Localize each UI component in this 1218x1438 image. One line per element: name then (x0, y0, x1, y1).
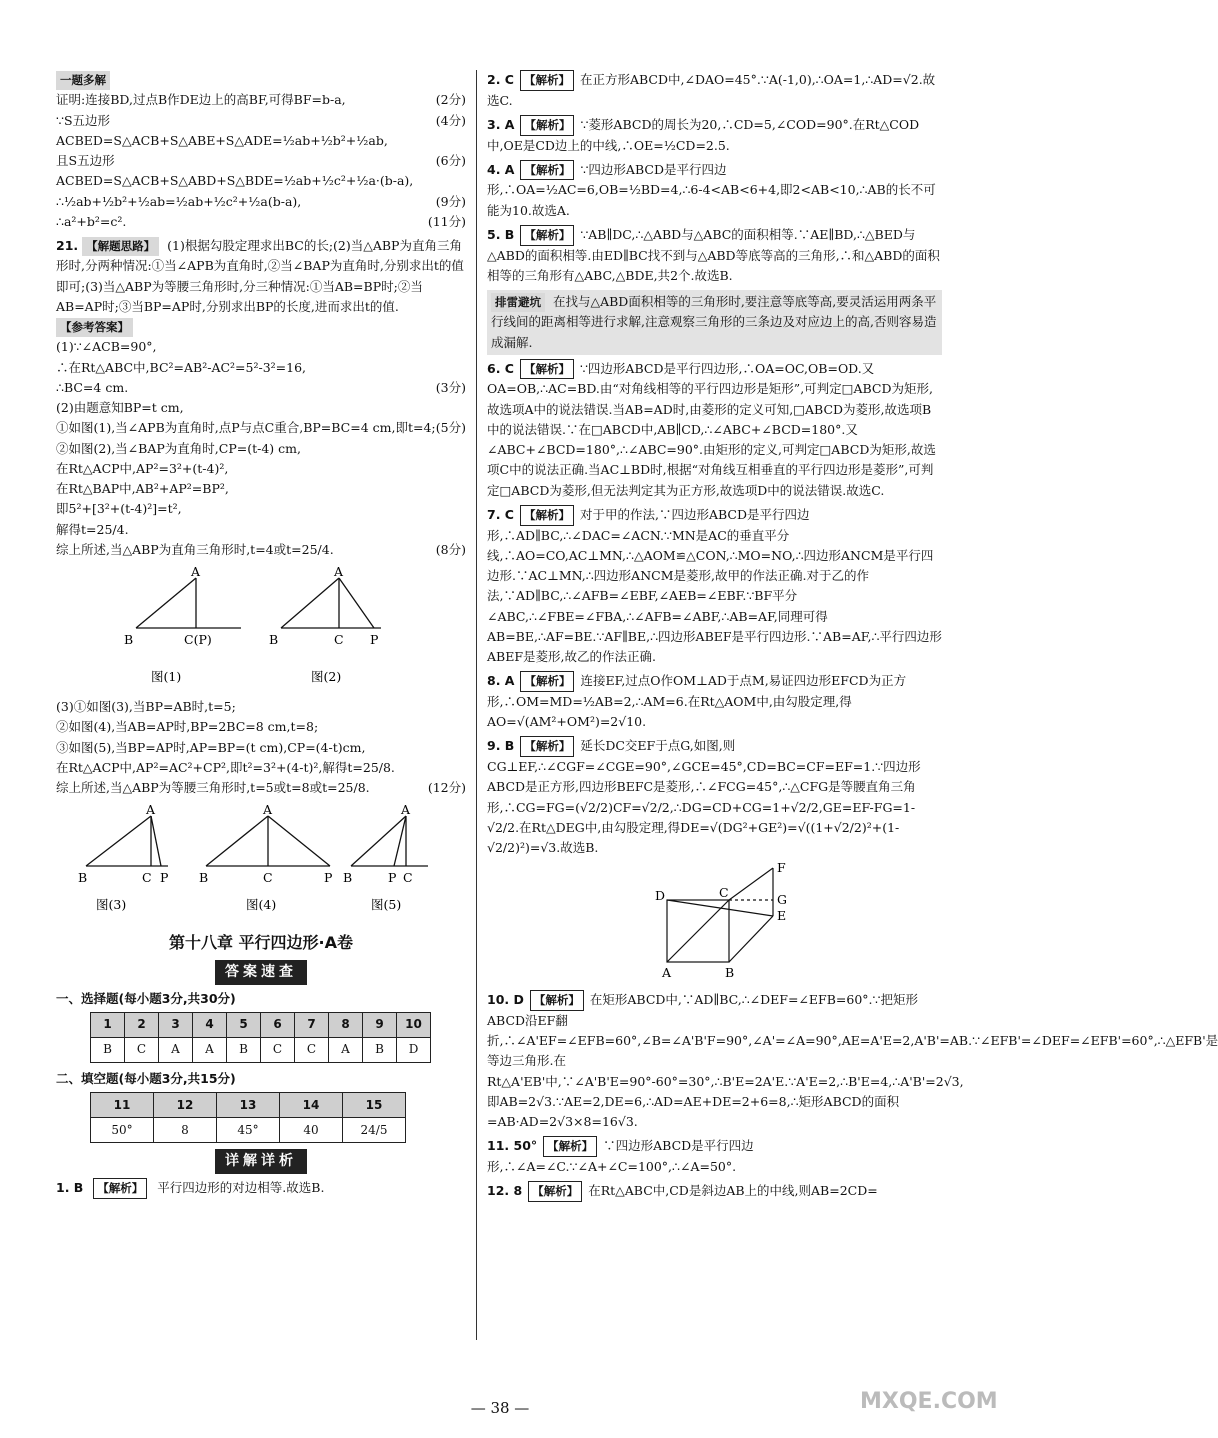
item-tag: 【解析】 (520, 225, 574, 246)
fig5-label-a: A (401, 802, 411, 818)
line-score: (2分) (435, 92, 466, 108)
item-text: 对于甲的作法,∵四边形ABCD是平行四边形,∴AD∥BC,∴∠DAC=∠ACN.∵MN是AC的垂直平分线,∴AO=CO,AC⊥MN,∴△AOM≌△CON,∴MO=NO,∴四边形ANCM是平行四边形.∵AC⊥MN,∴四边形ANCM是菱形,故甲的作法正确.对于乙的作法,∵AD∥BC,∴∠AFB=∠EBF,∠AEB=∠EBF.∵BF平分∠ABC,∴∠FBE=∠FBA,∴∠AFB=∠ABF,∴AB=AF,同理可得AB=BE,∴AF=BE.∵AF∥BE,∴四边形ABEF是平行四边形.∵AB=AF,∴平行四边形ABEF是菱形,故乙的作法正确. (487, 506, 942, 664)
table-cell: A (329, 1038, 363, 1063)
item-text: 连接EF,过点O作OM⊥AD于点M,易证四边形EFCD为正方形,∴OM=MD=½AB=2,∴AM=6.在Rt△AOM中,由勾股定理,得AO=√(AM²+OM²)=2√10. (487, 673, 907, 730)
item-text: ∵四边形ABCD是平行四边形,∴OA=OC,OB=OD.又OA=OB,∴AC=BD.由“对角线相等的平行四边形是矩形”,可判定□ABCD为矩形,故选项A中的说法错误.当AB=AD时,由菱形的定义可知,□ABCD为菱形,故选项B中的说法错误.∵在□ABCD中,AB∥CD,∴∠ABC+∠BCD=180°.又∠ABC+∠BCD=180°,∴∠ABC=90°.由矩形的定义,可判定□ABCD为矩形,故选项C中的说法正确.当AC⊥BD时,根据“对角线互相垂直的平行四边形是菱形”,可判定□ABCD为菱形,但无法判定其为正方形,故选项D中的说法错误.故选C. (487, 360, 936, 498)
line-text: ∴½ab+½b²+½ab=½ab+½c²+½a(b-a), (56, 193, 302, 209)
item-tag: 【解析】 (520, 160, 574, 181)
item-text: ∵四边形ABCD是平行四边形,∴OA=½AC=6,OB=½BD=4,∴6-4<AB<6+4,即2<AB<10,∴AB的长不可能为10.故选A. (487, 161, 936, 218)
analysis-item (487, 990, 1218, 1132)
q21-answer-tag: 【参考答案】 (56, 318, 133, 337)
table-cell: 40 (280, 1118, 343, 1143)
fig1-label-b: B (124, 632, 134, 647)
analysis-items-10-12 (487, 990, 1218, 1202)
table-cell: D (397, 1038, 431, 1063)
fig4-label-c: C (263, 870, 273, 886)
q21-lines-part2 (56, 697, 466, 798)
fig9-label-a: A (662, 965, 672, 981)
solution-line (56, 499, 466, 519)
choice-number-row (91, 1013, 431, 1038)
item-text: 在矩形ABCD中,∵AD∥BC,∴∠DEF=∠EFB=60°.∵把矩形ABCD沿EF翻折,∴∠A'EF=∠EFB=60°,∠B=∠A'B'F=90°,∠A'=∠A=90°,AE=A'E=2,A'B'=AB.∵∠EFB'=∠DEF=∠EFB'=60°,∴△EFB'是等边三角形.在Rt△A'EB'中,∵∠A'B'E=90°-60°=30°,∴B'E=2A'E.∵A'E=2,∴B'E=4,∴A'B'=2√3,即AB=2√3.∵AE=2,DE=6,∴AD=AE+DE=2+6=8,∴矩形ABCD的面积=AB·AD=2√3×8=16√3. (487, 992, 1218, 1130)
answers-quick-check-ribbon (56, 960, 466, 985)
line-score: (12分) (427, 780, 466, 795)
page-number: — 38 — (470, 1399, 530, 1417)
item-tag: 【解析】 (520, 70, 574, 91)
table-cell: 24/5 (343, 1118, 406, 1143)
solution-line (56, 479, 466, 499)
line-text: ∴在Rt△ABC中,BC²=AB²-AC²=5²-3²=16, (56, 359, 307, 375)
fill-number-row (91, 1093, 406, 1118)
solution-line (56, 337, 466, 357)
q21-number: 21. (56, 238, 79, 253)
line-text: ∴a²+b²=c². (56, 213, 127, 229)
analysis-item (487, 115, 942, 156)
solution-line (56, 398, 466, 418)
item-number: 10. D (487, 992, 524, 1008)
fig3-label-c: C (142, 870, 152, 886)
table-cell: 4 (193, 1013, 227, 1038)
pitfall-tag: 排雷避坑 (491, 293, 545, 312)
table-cell: B (363, 1038, 397, 1063)
item-text: ∵AB∥DC,∴△ABD与△ABC的面积相等.∵AE∥BD,∴△BED与△ABD的面积相等.由ED∥BC找不到与△ABD等底等高的三角形,∴和△ABD的面积相等的三角形有△ABC,△BDE,共2个.故选B. (487, 226, 940, 283)
q1-number: 1. B (56, 1180, 84, 1195)
fig4-caption: 图(4) (246, 897, 277, 913)
item-tag: 【解析】 (520, 671, 574, 692)
fig5-label-b: B (343, 870, 353, 886)
item-tag: 【解析】 (543, 1136, 597, 1157)
q21-idea-tag: 【解题思路】 (82, 237, 159, 256)
table-cell: 45° (217, 1118, 280, 1143)
item-number: 2. C (487, 72, 514, 87)
q20-alt-solution (56, 70, 466, 232)
solution-line (56, 212, 466, 232)
line-score: (9分) (435, 193, 466, 209)
solution-line (56, 540, 466, 560)
table-cell: 8 (329, 1013, 363, 1038)
table-cell: 12 (154, 1093, 217, 1118)
item-tag: 【解析】 (520, 736, 574, 757)
fig3-caption: 图(3) (96, 897, 127, 913)
line-text: 在Rt△ACP中,AP²=3²+(t-4)², (56, 460, 229, 476)
table-cell: C (295, 1038, 329, 1063)
figures-3-5 (56, 804, 466, 924)
item-text: 在正方形ABCD中,∠DAO=45°.∵A(-1,0),∴OA=1,∴AD=√2.故选C. (487, 72, 936, 108)
line-text: 即5²+[3²+(t-4)²]=t², (56, 501, 182, 517)
table-cell: 13 (217, 1093, 280, 1118)
solution-line (56, 778, 466, 798)
line-score: (8分) (435, 541, 466, 557)
figure-q9 (487, 860, 942, 984)
line-text: 证明:连接BD,过点B作DE边上的高BF,可得BF=b-a, (56, 92, 346, 108)
item-number: 7. C (487, 506, 514, 522)
solution-line (56, 697, 466, 717)
watermark-logo: MXQE.COM (860, 1389, 998, 1414)
fig4-label-a: A (263, 802, 273, 818)
item-text: ∵四边形ABCD是平行四边形,∴∠A=∠C.∵∠A+∠C=100°,∴∠A=50°. (487, 1138, 754, 1174)
line-text: (3)①如图(3),当BP=AB时,t=5; (56, 699, 236, 714)
q1-text: 平行四边形的对边相等.故选B. (157, 1180, 325, 1195)
line-text: ②如图(2),当∠BAP为直角时,CP=(t-4) cm, (56, 440, 301, 456)
fig9-label-b: B (725, 965, 735, 981)
line-text: ①如图(1),当∠APB为直角时,点P与点C重合,BP=BC=4 cm,即t=4; (56, 420, 436, 436)
item-number: 8. A (487, 673, 515, 689)
item-number: 11. 50° (487, 1138, 538, 1154)
table-cell: 8 (154, 1118, 217, 1143)
analysis-item (487, 1136, 942, 1177)
fig4-label-p: P (324, 870, 333, 886)
fig9-label-f: F (777, 860, 786, 876)
solution-line (56, 738, 466, 758)
q20-lines (56, 90, 466, 232)
right-column (487, 70, 1218, 1206)
analysis-item (487, 225, 942, 286)
line-score: (11分) (427, 213, 466, 229)
table-cell: 15 (343, 1093, 406, 1118)
multi-solution-tag: 一题多解 (56, 71, 110, 90)
table-cell: B (91, 1038, 125, 1063)
detailed-analysis-ribbon (56, 1149, 466, 1174)
solution-line (56, 439, 466, 459)
fig1-label-cp: C(P) (184, 632, 212, 647)
fig1-label-a: A (191, 564, 201, 579)
line-text: 解得t=25/4. (56, 521, 129, 537)
line-text: (1)∵∠ACB=90°, (56, 339, 157, 355)
line-text: 综上所述,当△ABP为等腰三角形时,t=5或t=8或t=25/8. (56, 780, 370, 795)
line-score: (5分) (435, 420, 466, 436)
solution-line (56, 358, 466, 378)
fig5-caption: 图(5) (371, 897, 402, 913)
line-text: 在Rt△ACP中,AP²=AC²+CP²,即t²=3²+(4-t)²,解得t=25/8. (56, 759, 395, 775)
table-cell: 3 (159, 1013, 193, 1038)
fig2-label-a: A (334, 564, 344, 579)
fill-section-heading: 二、填空题(每小题3分,共15分) (56, 1071, 236, 1087)
line-score: (3分) (435, 379, 466, 395)
ribbon-text-1: 答案速查 (215, 960, 307, 985)
analysis-item (487, 1181, 942, 1202)
item-number: 4. A (487, 161, 515, 177)
item-number: 6. C (487, 360, 514, 376)
fig2-label-p: P (370, 632, 379, 647)
solution-line (56, 151, 466, 192)
line-text: ③如图(5),当BP=AP时,AP=BP=(t cm),CP=(4-t)cm, (56, 739, 366, 755)
table-cell: 14 (280, 1093, 343, 1118)
analysis-item (487, 671, 942, 732)
item-tag: 【解析】 (520, 505, 574, 526)
line-text: ∵S五边形ACBED=S△ACB+S△ABE+S△ADE=½ab+½b²+½ab, (56, 112, 388, 148)
analysis-item (487, 505, 942, 667)
solution-line (56, 717, 466, 737)
solution-line (56, 520, 466, 540)
fig9-label-c: C (719, 885, 729, 901)
table-cell: C (125, 1038, 159, 1063)
table-cell: 10 (397, 1013, 431, 1038)
analysis-item (487, 70, 942, 111)
table-cell: B (227, 1038, 261, 1063)
q21-lines-part1 (56, 337, 466, 560)
item-number: 9. B (487, 738, 515, 754)
table-cell: 11 (91, 1093, 154, 1118)
table-cell: 7 (295, 1013, 329, 1038)
item-text: 延长DC交EF于点G,如图,则CG⊥EF,∴∠CGF=∠CGE=90°,∠GCE=45°,CD=BC=CF=EF=1.∵四边形ABCD是正方形,四边形BEFC是菱形,∴∠FCG=45°,∴△CFG是等腰直角三角形,∴CG=FG=(√2/2)CF=√2/2,∴DG=CD+CG=1+√2/2,GE=EF-FG=1-√2/2.在Rt△DEG中,由勾股定理,得DE=√(DG²+GE²)=√((1+√2/2)²+(1-√2/2)²)=√3.故选B. (487, 738, 921, 855)
pitfall-note (487, 290, 942, 355)
item-tag: 【解析】 (520, 359, 574, 380)
table-cell: C (261, 1038, 295, 1063)
q1-analysis (56, 1178, 466, 1199)
fig2-caption: 图(2) (311, 669, 342, 684)
fig4-label-b: B (199, 870, 209, 886)
table-cell: 5 (227, 1013, 261, 1038)
chapter-title: 第十八章 平行四边形·A卷 (168, 933, 354, 953)
item-number: 12. 8 (487, 1183, 523, 1199)
analysis-items-2-5 (487, 70, 942, 286)
solution-line (56, 758, 466, 778)
line-score: (4分) (435, 112, 466, 128)
pitfall-text: 在找与△ABD面积相等的三角形时,要注意等底等高,要灵活运用两条平行线间的距离相等进行求解,注意观察三角形的三条边及对应边上的高,否则容易造成漏解. (491, 294, 937, 350)
item-text: ∵菱形ABCD的周长为20,∴CD=5,∠COD=90°.在Rt△COD中,OE是CD边上的中线,∴OE=½CD=2.5. (487, 116, 920, 153)
fig3-label-b: B (78, 870, 88, 886)
solution-line (56, 378, 466, 398)
fill-answer-table (90, 1092, 406, 1143)
item-number: 5. B (487, 226, 515, 242)
item-tag: 【解析】 (520, 115, 574, 136)
line-text: (2)由题意知BP=t cm, (56, 400, 184, 415)
line-text: 综上所述,当△ABP为直角三角形时,t=4或t=25/4. (56, 541, 334, 557)
solution-line (56, 111, 466, 152)
line-score: (6分) (435, 153, 466, 168)
table-cell: A (159, 1038, 193, 1063)
column-divider (476, 70, 477, 1340)
table-cell: A (193, 1038, 227, 1063)
fig9-label-g: G (777, 892, 787, 908)
fig9-label-e: E (777, 908, 787, 924)
table-cell: 50° (91, 1118, 154, 1143)
item-number: 3. A (487, 116, 515, 132)
fill-answer-row (91, 1118, 406, 1143)
analysis-items-6-9 (487, 359, 942, 859)
analysis-item (487, 359, 942, 501)
solution-line (56, 459, 466, 479)
line-text: ②如图(4),当AB=AP时,BP=2BC=8 cm,t=8; (56, 719, 319, 735)
table-cell: 2 (125, 1013, 159, 1038)
table-cell: 1 (91, 1013, 125, 1038)
line-text: 且S五边形ACBED=S△ACB+S△ABD+S△BDE=½ab+½c²+½a·(b-a), (56, 153, 414, 189)
q21-idea-text: (1)根据勾股定理求出BC的长;(2)当△ABP为直角三角形时,分两种情况:①当∠APB为直角时,②当∠BAP为直角时,分别求出t的值即可;(3)当△ABP为等腰三角形时,分三种情况:①当AB=BP时;②当AB=AP时;③当BP=AP时,分别求出BP的长度,进而求出t的值. (56, 238, 464, 314)
q21 (56, 236, 466, 560)
fig3-label-p: P (160, 870, 169, 886)
analysis-item (487, 160, 942, 221)
choice-answer-row (91, 1038, 431, 1063)
fig5-label-c: C (403, 870, 413, 886)
fig5-label-p: P (388, 870, 397, 886)
fig1-caption: 图(1) (151, 669, 182, 684)
item-text: 在Rt△ABC中,CD是斜边AB上的中线,则AB=2CD= (588, 1183, 878, 1199)
table-cell: 9 (363, 1013, 397, 1038)
line-text: ∴BC=4 cm. (56, 379, 129, 395)
q1-tag: 【解析】 (93, 1178, 147, 1199)
solution-line (56, 418, 466, 438)
fig9-label-d: D (655, 888, 666, 904)
choice-section-heading: 一、选择题(每小题3分,共30分) (56, 990, 236, 1006)
fig2-label-b: B (269, 632, 279, 647)
fig3-label-a: A (146, 802, 156, 818)
table-cell: 6 (261, 1013, 295, 1038)
left-column (56, 70, 466, 1199)
choice-answer-table (90, 1012, 431, 1063)
ribbon-text-2: 详解详析 (215, 1149, 307, 1174)
figures-1-2 (56, 566, 466, 691)
fig2-label-c: C (334, 632, 344, 647)
solution-line (56, 192, 466, 212)
solution-line (56, 90, 466, 110)
item-tag: 【解析】 (528, 1181, 582, 1202)
analysis-item (487, 736, 942, 858)
item-tag: 【解析】 (530, 990, 584, 1011)
line-text: 在Rt△BAP中,AB²+AP²=BP², (56, 481, 229, 496)
